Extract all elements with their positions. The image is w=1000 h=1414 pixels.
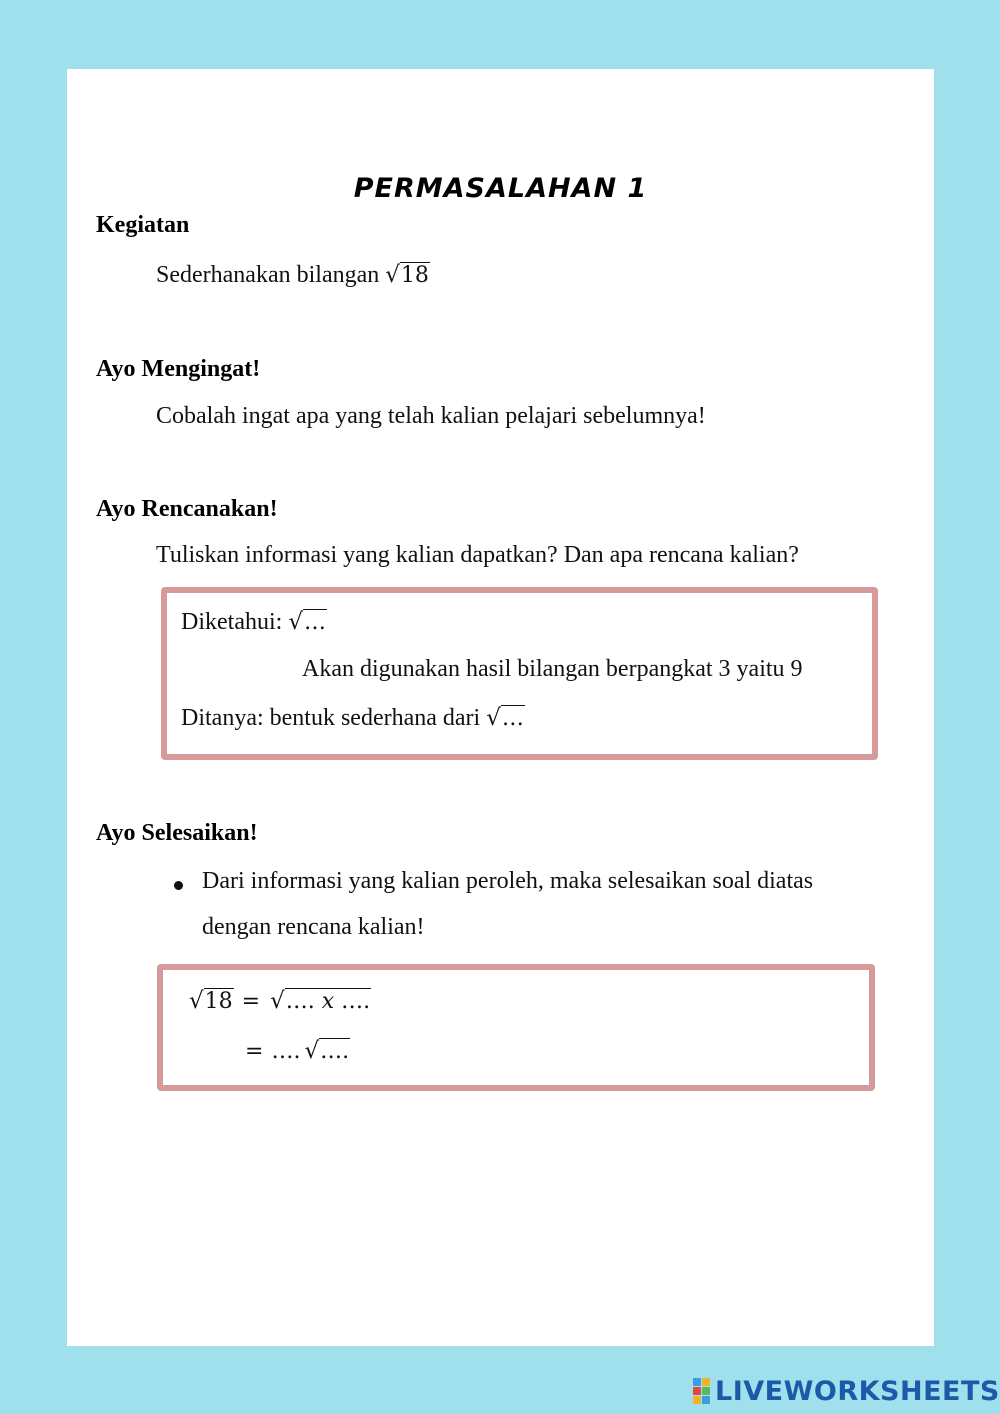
liveworksheets-logo-text: LIVEWORKSHEETS	[715, 1375, 1000, 1407]
selesaikan-heading: Ayo Selesaikan!	[96, 820, 258, 846]
rencana-answer-box	[161, 587, 878, 760]
plan-text: Akan digunakan hasil bilangan berpangkat 3 yaitu 9	[302, 656, 803, 682]
radical-sign-icon: √	[385, 262, 400, 288]
times-x: x	[321, 989, 335, 1014]
ditanya-line	[181, 705, 525, 732]
sqrt-18	[189, 988, 234, 1014]
radical-sign-icon: √	[270, 988, 285, 1014]
rencanakan-text: Tuliskan informasi yang kalian dapatkan? Dan apa rencana kalian?	[156, 542, 799, 568]
equals-sign: =	[241, 989, 261, 1014]
product-radicand[interactable]	[285, 988, 371, 1014]
solution-answer-box	[157, 964, 875, 1091]
selesaikan-line2: dengan rencana kalian!	[202, 914, 425, 940]
solution-line1	[189, 988, 371, 1014]
diketahui-sqrt[interactable]	[288, 609, 327, 636]
diketahui-label: Diketahui:	[181, 609, 283, 635]
coefficient-blank[interactable]: ….	[271, 1039, 301, 1064]
liveworksheets-logo[interactable]	[693, 1373, 1000, 1409]
kegiatan-heading: Kegiatan	[96, 212, 190, 238]
sqrt-18-expression	[385, 262, 430, 289]
line1-left-radicand: 18	[204, 989, 233, 1014]
worksheet-page	[67, 69, 934, 1346]
diketahui-line	[181, 609, 327, 636]
radical-sign-icon: √	[486, 705, 501, 731]
solution-line2	[245, 1038, 350, 1064]
liveworksheets-logo-icon	[693, 1378, 711, 1404]
product-sqrt[interactable]	[270, 988, 371, 1014]
diketahui-radicand-blank[interactable]: …	[303, 610, 326, 635]
mengingat-text: Cobalah ingat apa yang telah kalian pelajari sebelumnya!	[156, 403, 706, 429]
page-title: PERMASALAHAN 1	[353, 173, 648, 204]
factor-a-blank[interactable]: ….	[285, 989, 315, 1014]
result-radicand-blank[interactable]: ….	[320, 1039, 350, 1064]
ditanya-label: Ditanya: bentuk sederhana dari	[181, 705, 481, 731]
selesaikan-line1: Dari informasi yang kalian peroleh, maka selesaikan soal diatas	[202, 868, 814, 894]
ditanya-radicand-blank[interactable]: …	[501, 706, 524, 731]
rencanakan-heading: Ayo Rencanakan!	[96, 496, 278, 522]
result-sqrt[interactable]	[304, 1038, 350, 1064]
radical-sign-icon: √	[288, 609, 303, 635]
factor-b-blank[interactable]: ….	[341, 989, 371, 1014]
bullet-icon	[174, 881, 183, 890]
kegiatan-text	[156, 262, 430, 289]
radical-sign-icon: √	[304, 1038, 320, 1064]
mengingat-heading: Ayo Mengingat!	[96, 356, 261, 382]
kegiatan-instruction: Sederhanakan bilangan	[156, 262, 380, 288]
radical-sign-icon: √	[189, 988, 204, 1014]
equals-sign-2: =	[245, 1039, 264, 1064]
ditanya-sqrt[interactable]	[486, 705, 525, 732]
kegiatan-radicand: 18	[400, 263, 429, 288]
